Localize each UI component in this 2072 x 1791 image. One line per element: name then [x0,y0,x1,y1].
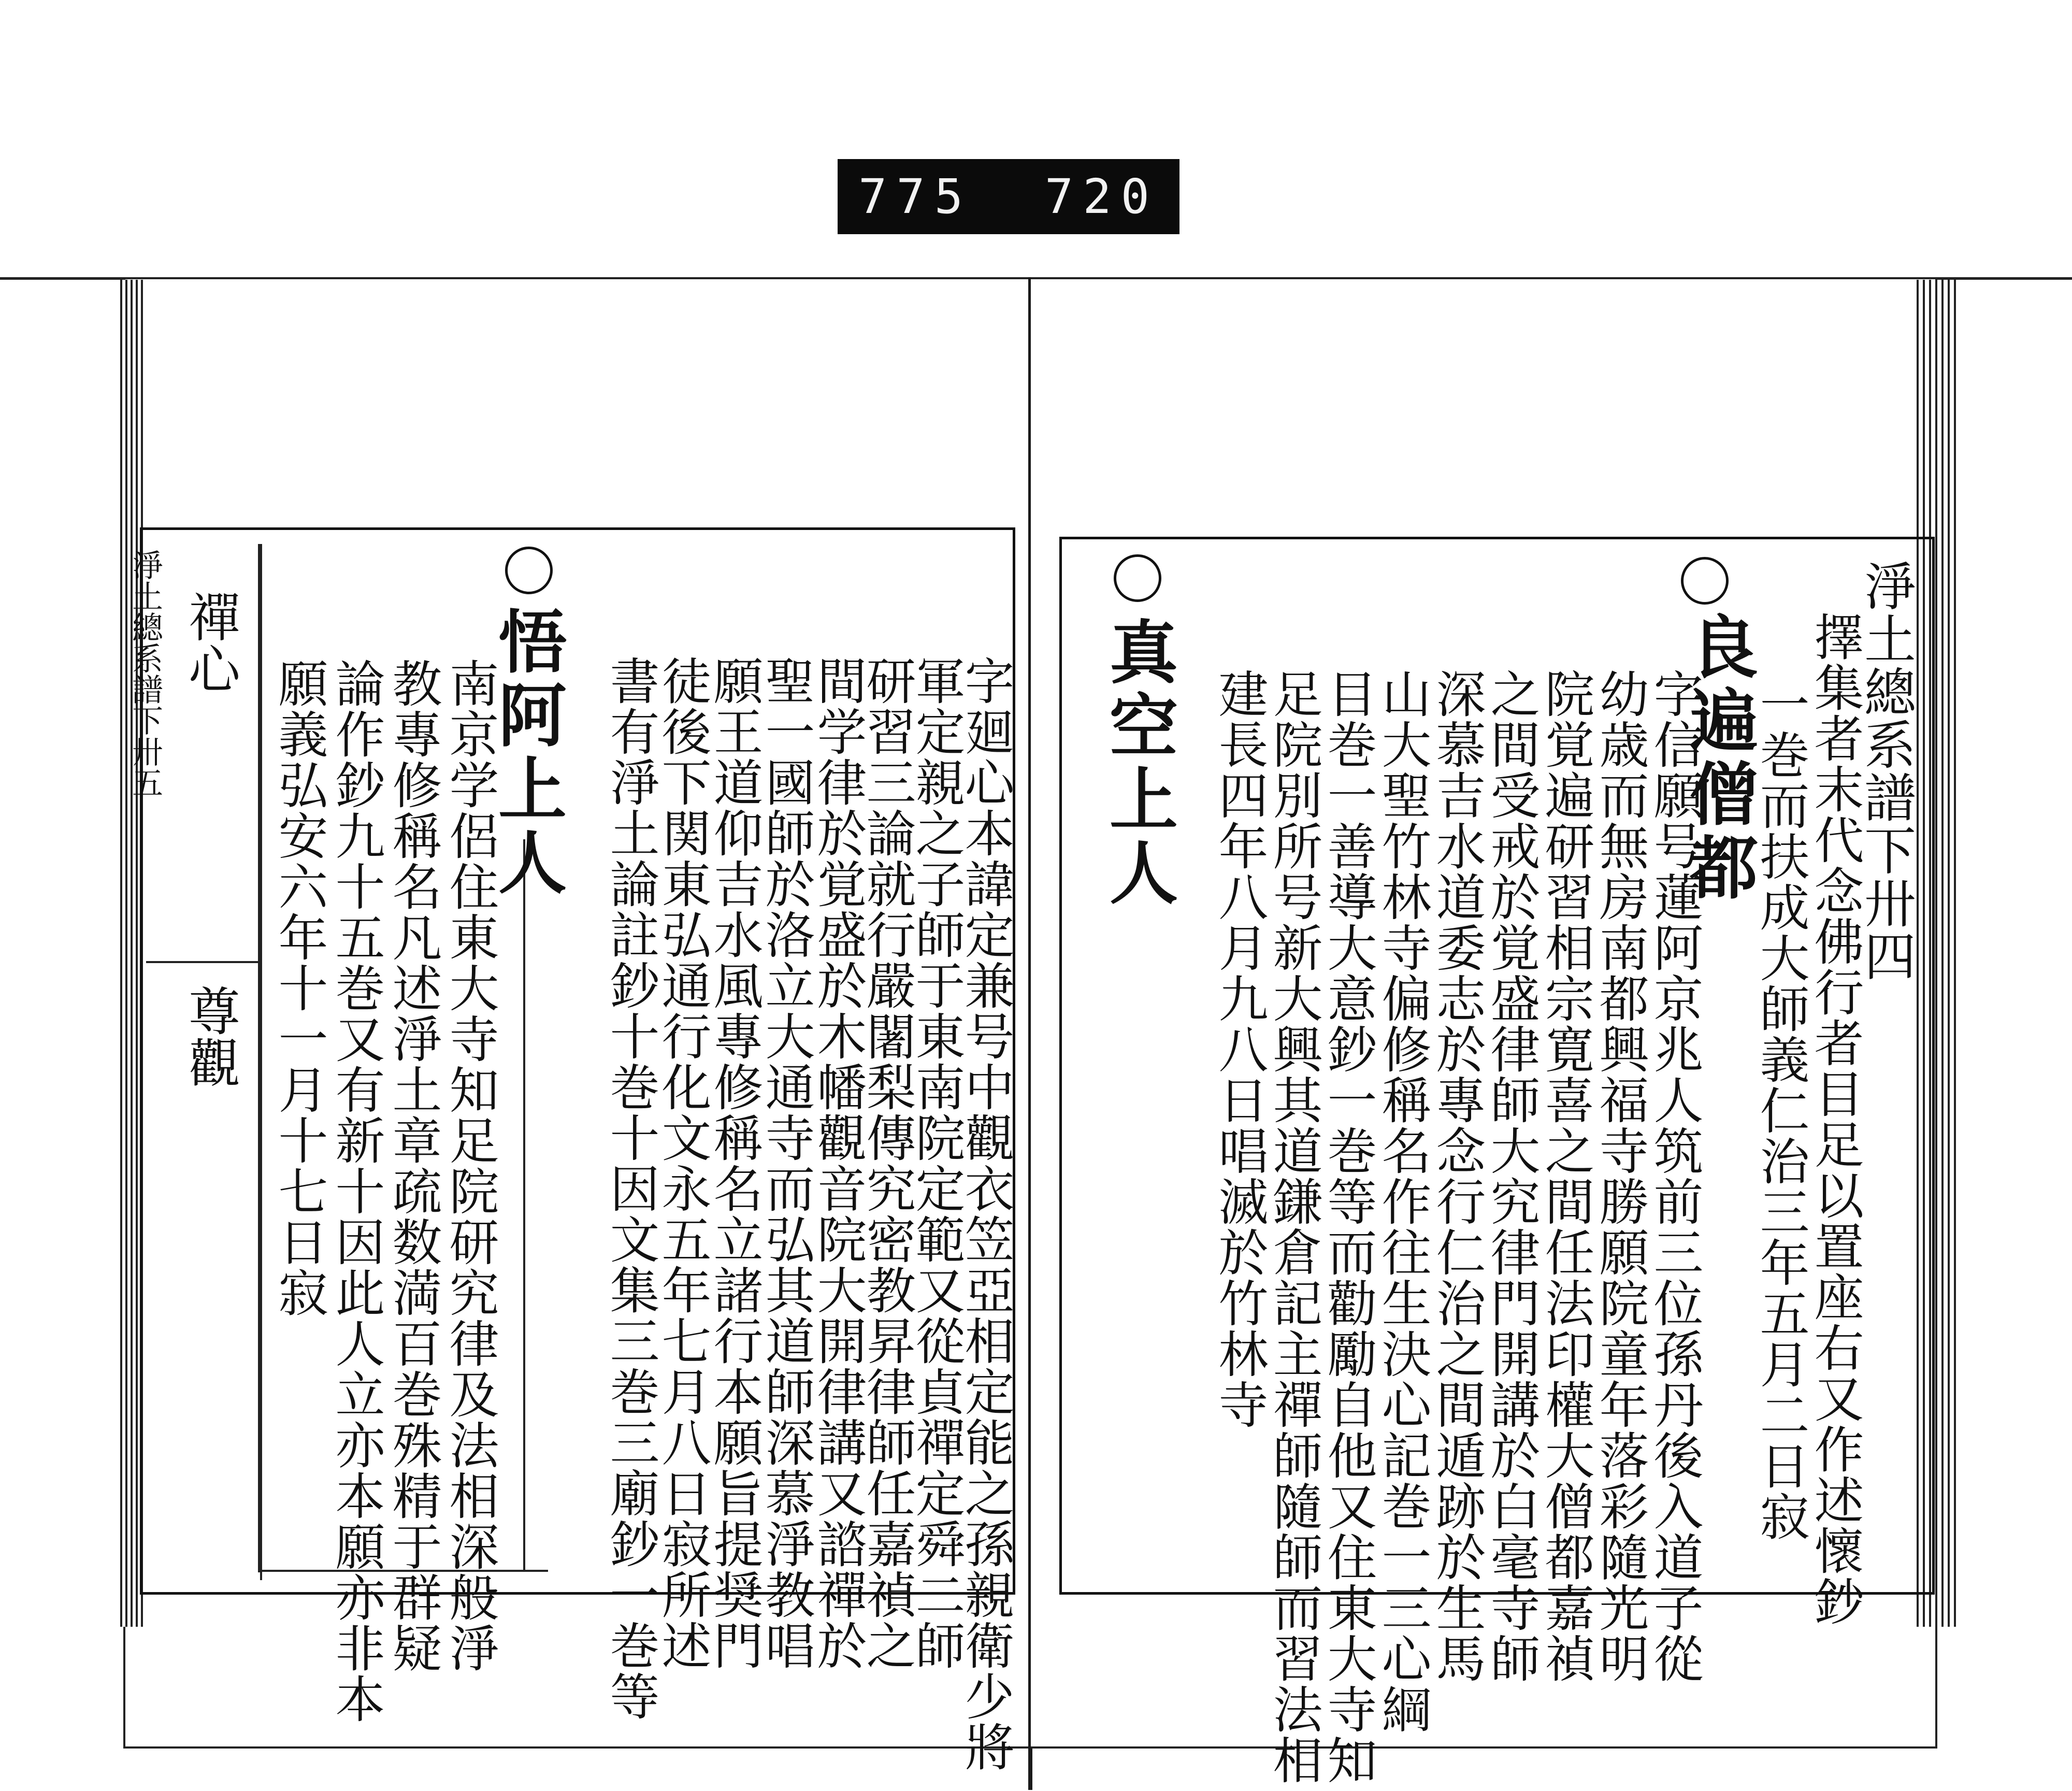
left-column-divider [260,544,262,1580]
text-column: 擇集者末代念佛行者目足以置座右又作述懷鈔 [1806,611,1864,1627]
film-counter-label [838,159,1179,234]
text-column: 論作鈔九十五巻又有新十因此人立亦本願亦非本 [327,658,385,1724]
entry-marker-circle [1114,554,1161,602]
entry-marker-circle [505,547,553,594]
margin-heading-zenshin: 禪心 [180,591,240,694]
text-column: 願義弘安六年十一月十七日寂 [270,658,328,1318]
margin-heading-sonkan: 尊觀 [180,984,240,1088]
margin-stub-text: 淨土總系譜下卅五 [127,549,163,798]
text-column: 深慕吉水道委志於專念行仁治之間遁跡於生馬 [1428,668,1486,1684]
text-column: 山大聖竹林寺偏修稱名作往生決心記巻一三心綱 [1374,668,1432,1735]
entry-title-ryohen: 良遍僧都 [1678,611,1758,906]
text-column: 徒後下関東弘通行化文永五年七月八日寂所述 [654,655,712,1671]
text-column: 一巻而扶成大師義仁治三年五月二日寂 [1752,679,1810,1542]
notes-box-right [523,839,525,1571]
text-column: 足院別所号新大興其道鎌倉記主禪師隨師而習法相 [1265,668,1323,1785]
text-column: 字廻心本諱定兼号中觀衣笠亞相定能之孫親衛少將 [957,655,1015,1772]
entry-title-shinku: 真空上人 [1098,617,1178,911]
text-column: 目巻一善導大意鈔一巻等而勸勵自他又住東大寺知 [1319,668,1377,1785]
text-column: 南京学侶住東大寺知足院研究律及法相深般淨 [441,658,499,1673]
entry-marker-circle [1681,557,1729,605]
text-column: 願王道仰吉水風專修稱名立諸行本願旨提奨門 [706,655,764,1671]
text-column: 建長四年八月九八日唱滅於竹林寺 [1211,668,1269,1430]
entry-title-goa: 悟阿上人 [486,606,567,900]
text-column: 幼歳而無房南都興福寺勝願院童年落彩隨光明 [1591,668,1649,1684]
text-column: 院覚遍研習相宗寛喜之間任法印權大僧都嘉禎 [1537,668,1595,1684]
text-column: 軍定親之子師于東南院定範又從貞禪定舜二師 [908,655,966,1671]
text-column: 書有淨土論註鈔十巻十因文集三巻三廟鈔一巻等 [602,655,660,1722]
counter-right: 720 [1044,169,1159,224]
text-column: 字信願号蓮阿京兆人筑前三位孫丹後入道子從 [1646,668,1704,1684]
text-column: 研習三論就行嚴闍梨傳究密教昇律師任嘉禎之 [858,655,916,1671]
text-column: 教專修稱名凡述淨土章疏数満百巻殊精于群疑 [384,658,442,1673]
text-column: 之間受戒於覚盛律師大究律門開講於白毫寺師 [1483,668,1541,1684]
text-column: 間学律於覚盛於木幡觀音院大開律講又諮禪於 [809,655,867,1671]
text-column: 聖一國師於洛立大通寺而弘其道師深慕淨教唱 [757,655,815,1671]
counter-left: 775 [858,169,973,224]
running-header: 淨土總系譜下卅四 [1855,560,1916,982]
notes-box-left [258,544,260,1572]
margin-divider [146,961,260,963]
